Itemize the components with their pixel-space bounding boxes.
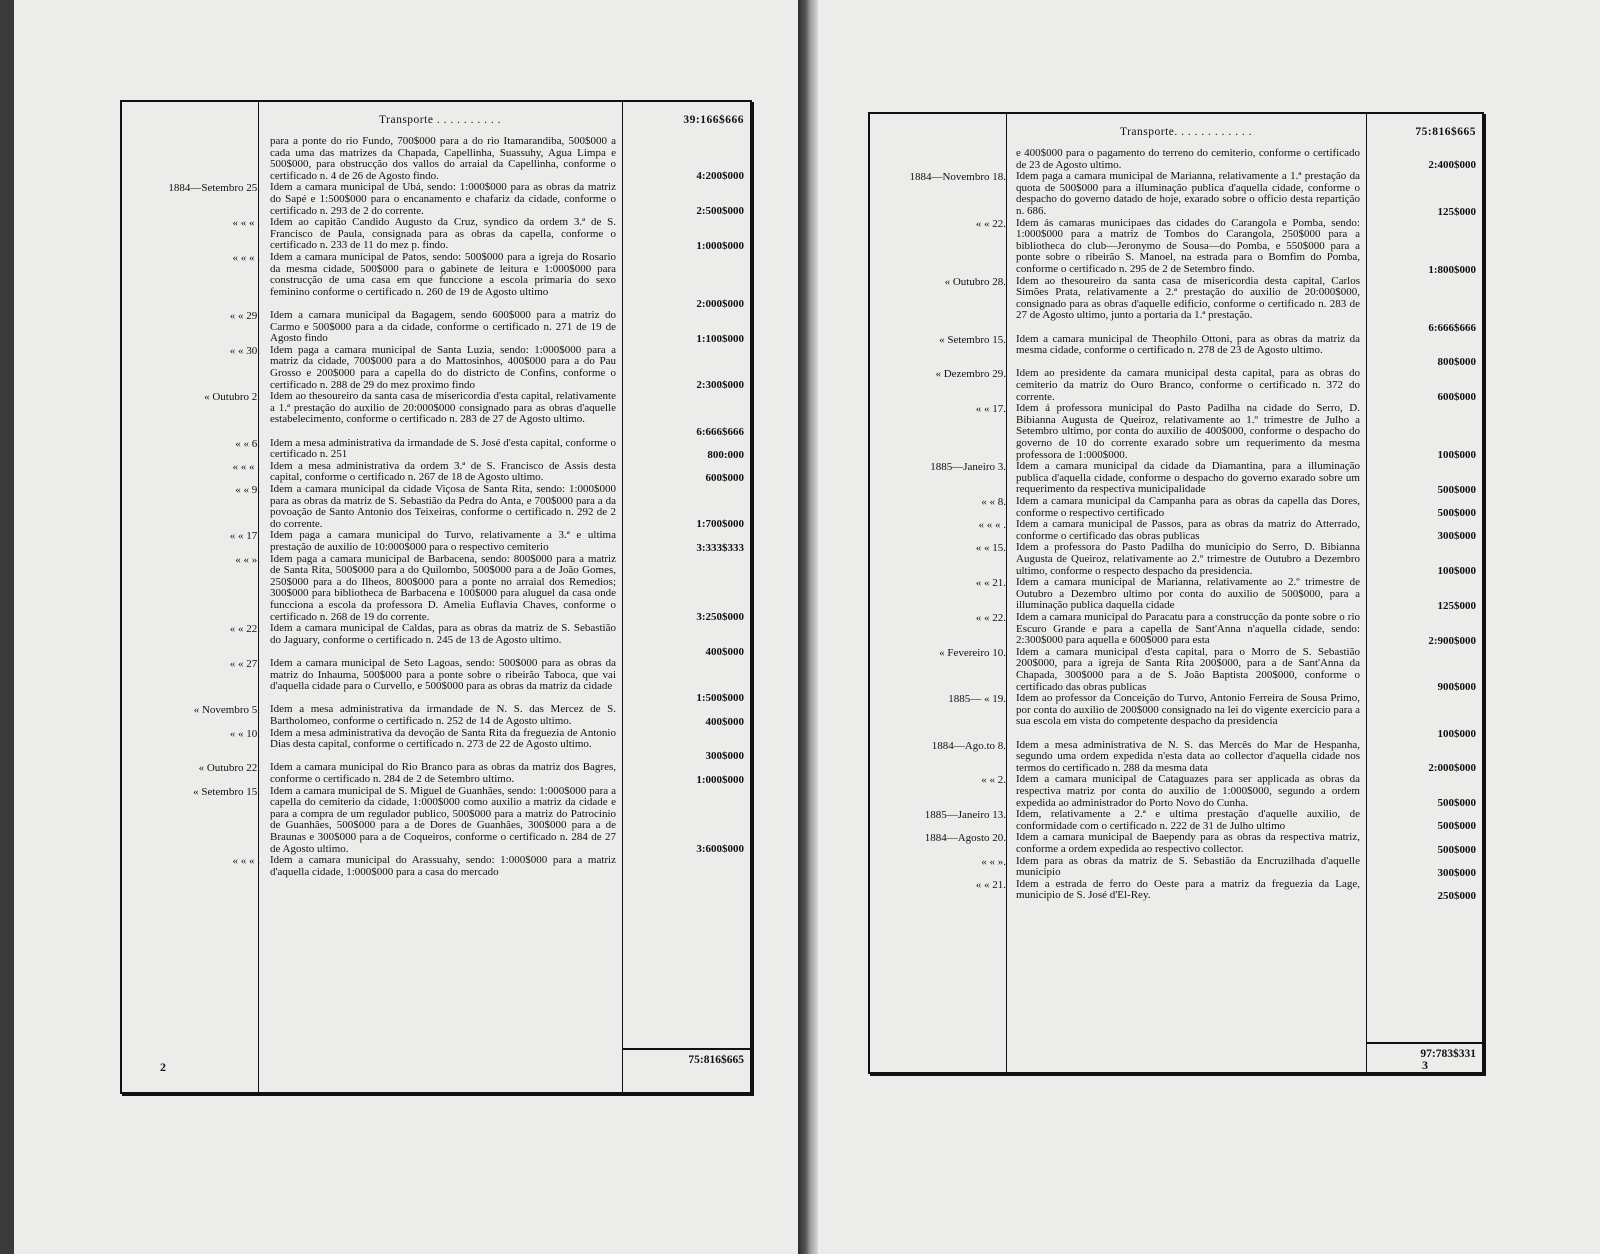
entry-date: « Fevereiro 10. [939,646,1006,659]
entry-date: « « 17. [975,403,1006,416]
entry-description: Idem ao capitão Candido Augusto da Cruz, syndico da ordem 3.ª de S. Francisco de Paula, consignada para as obras da capella, conforme o certificado n. 233 de 11 do mez p. findo. [270,216,616,252]
entry-date: 1885— « 19. [948,693,1006,706]
entry-amount: 100$000 [1437,565,1476,578]
entry-description: Idem paga a camara municipal do Turvo, relativamente a 3.ª e ultima prestação de auxilio de 10:000$000 para o respectivo cemiterio [270,529,616,553]
entry-description: Idem ao thesoureiro da santa casa de misericordia d'esta capital, relativamente a 1.ª prestação do auxilio de 20:000$000 consignado para as obras d'aquelle estabelecimento, conforme o certificado n. 283 de 27 de Agosto ultimo. [270,390,616,426]
entry-date: 1885—Janeiro 3. [930,461,1006,474]
entry-amount: 2:000$000 [696,298,744,310]
entry-description: e 400$000 para o pagamento do terreno do cemiterio, conforme o certificado de 23 de Agosto ultimo. [1016,147,1360,171]
entry-amount: 1:800$000 [1428,263,1476,276]
entry-amount: 3:600$000 [696,843,744,856]
left-page [0,0,798,1254]
entry-date: « « 21. [975,878,1006,891]
entry-date: « « « . [232,252,260,264]
entry-date: « Outubro 28. [944,275,1006,288]
left-ledger-table [120,100,752,1094]
entry-amount: 6:666$666 [696,425,744,438]
entry-description: Idem a camara municipal do Arassuahy, sendo: 1:000$000 para a matriz d'aquella cidade, 1:000$000 para a casa do mercado [270,854,616,878]
entry-description: Idem a camara municipal de Theophilo Ottoni, para as obras da matriz da mesma cidade, conforme o certificado n. 278 de 23 de Agosto ultimo. [1016,332,1360,357]
date-column-separator [1006,114,1007,1072]
entry-description: Idem, relativamente a 2.ª e ultima prestação d'aquelle auxilio, de conformidade com o certificado n. 222 de 31 de Julho ultimo [1016,808,1360,832]
entry-date: « « 17. [229,530,260,543]
entry-date: « Outubro 22. [198,762,260,775]
entry-date: « « 22. [975,217,1006,230]
value-column-separator [1366,114,1367,1072]
total-rule [622,1048,750,1050]
entry-amount: 2:300$000 [696,379,744,392]
entry-date: 1884—Novembro 18. [909,171,1006,184]
entry-amount: 500$000 [1437,797,1476,810]
entry-date: « « « . [232,460,260,473]
entry-description: Idem a camara municipal de Seto Lagoas, sendo: 500$000 para as obras da matriz do Inhauma, 500$000 para a ponte sobre o ribeirão Taboca, que vai d'aquella cidade para o Curvello, e 500$000 para as obras da matriz da cidade [270,657,616,693]
entry-description: Idem para as obras da matriz de S. Sebastião da Encruzilhada d'aquelle municipio [1016,854,1360,879]
entry-date: « « 30. [229,344,260,357]
entry-description: Idem a mesa administrativa da ordem 3.ª de S. Francisco de Assis desta capital, conforme o certificado n. 267 de 18 de Agosto ultimo. [270,459,616,484]
entry-description: Idem a camara municipal de Baependy para as obras da respectiva matriz, conforme a ordem expedida ao respectivo collector. [1016,831,1360,855]
entry-amount: 1:000$000 [696,240,744,252]
transport-value: 75:816$665 [1415,126,1476,138]
entry-date: 1884—Agosto 20. [924,832,1006,845]
entry-date: « Novembro 5. [193,704,260,717]
entry-amount: 2:000$000 [1428,762,1476,775]
entry-date: 1884—Ago.to 8. [931,739,1006,752]
transport-label: Transporte. . . . . . . . . . . . [1119,126,1253,138]
entry-date: « Dezembro 29. [935,368,1006,381]
entry-amount: 900$000 [1437,681,1476,694]
transport-value: 39:166$666 [683,114,744,126]
entry-description: Idem a camara municipal da cidade da Diamantina, para a illuminação publica d'aquella cidade, conforme o despacho do governo exarado sobre um requerimento da respectiva municipalidade [1016,460,1360,496]
entry-amount: 100$000 [1437,727,1476,740]
entry-amount: 600$000 [1437,391,1476,404]
entry-date: « « 27. [229,658,260,670]
entry-description: Idem ao thesoureiro da santa casa de misericordia desta capital, Carlos Simões Prata, relativamente a 2.ª prestação do auxilio de 20:000$000, consignado para as obras d'aquelle edificio, conforme o certificado n. 283 de 27 de Agosto ultimo, junto a portaria da 1.ª prestação. [1016,274,1360,322]
entry-description: Idem paga a camara municipal de Marianna, relativamente a 1.ª prestação da quota de 500$000 para a illuminação publica d'aquella cidade, conforme o despacho do governo datado de hoje, exarado sobre o officio desta repartição n. 686. [1016,170,1360,217]
entry-amount: 2:400$000 [1428,159,1476,172]
page-total: 75:816$665 [688,1054,744,1066]
entry-description: para a ponte do rio Fundo, 700$000 para a do rio Itamarandiba, 500$000 a cada uma das matrizes da Chapada, Capellinha, Suassuhy, Agua Limpa e 500$000, para obstrucção dos vallos do arraial da Capellinha, conforme o certificado n. 4 de 26 de Agosto findo. [270,135,616,182]
entry-date: « Outubro 2. [204,391,260,404]
entry-description: Idem a camara municipal d'esta capital, para o Morro de S. Sebastião 200$000, para a igreja de Santa Rita 200$000, para a de Sant'Anna da Chapada, 300$000 para a de S. João Baptista 200$000, conforme o certificado das obras publicas [1016,645,1360,693]
entry-description: Idem a camara municipal de Passos, para as obras da matriz do Atterrado, conforme o certificado das obras publicas [1016,518,1360,542]
entry-description: Idem a camara municipal da cidade Viçosa de Santa Rita, sendo: 1:000$000 para as obras da matriz de S. Sebastião da Pedra do Anta, e 700$000 para a da povoação de Santo Antonio dos Teixeiras, conforme o certificado n. 292 de 2 do corrente. [270,483,616,530]
entry-date: « « 15. [975,542,1006,555]
entry-amount: 300$000 [1437,530,1476,543]
entry-amount: 500$000 [1437,820,1476,833]
entry-amount: 3:250$000 [696,611,744,624]
entry-description: Idem paga a camara municipal de Barbacena, sendo: 800$000 para a matriz de Santa Rita, 500$000 para a do Quilombo, 500$000 para a de João Gomes, 250$000 para a do Ilheos, 800$000 para a ponte no arraial dos Remedios; 300$000 para bibliotheca de Barbacena e 100$000 para aluguel da casa onde funcciona a escola da professora D. Amelia Euflavia Chaves, conforme o certificado n. 268 de 19 do corrente. [270,552,616,623]
right-ledger-table [868,112,1484,1074]
entry-description: Idem a mesa administrativa da irmandade de N. S. das Mercez de S. Bartholomeo, conforme o certificado n. 252 de 14 de Agosto ultimo. [270,703,616,727]
entry-amount: 1:000$000 [696,773,744,786]
entry-amount: 300$000 [705,750,744,763]
book-gutter [798,0,818,1254]
entry-date: « « « . [232,855,260,868]
date-column-separator [258,102,259,1092]
entry-description: Idem a mesa administrativa da irmandade de S. José d'esta capital, conforme o certificado n. 251 [270,436,616,461]
entry-description: Idem ás camaras municipaes das cidades do Carangola e Pomba, sendo: 1:000$000 para a matriz de Tombos do Carangola, 250$000 para a bibliotheca do club—Jeronymo de Sousa—do Pomba, e 550$000 para a ponte sobre o ribeirão S. Manoel, na estrada para o Bomfim do Pomba, conforme o certificado n. 295 de 2 de Setembro findo. [1016,216,1360,275]
total-rule [1366,1042,1482,1044]
entry-amount: 1:100$000 [696,332,744,345]
page-number: 2 [160,1060,166,1074]
entry-amount: 100$000 [1437,449,1476,462]
entry-amount: 125$000 [1437,205,1476,218]
value-column-separator [622,102,623,1092]
entry-amount: 500$000 [1437,507,1476,520]
entry-amount: 2:900$000 [1428,634,1476,647]
entry-date: « « ». [981,855,1006,868]
entry-date: « « 10. [229,727,260,740]
entry-description: Idem a camara municipal de Caldas, para as obras da matriz de S. Sebastião do Jaguary, conforme o certificado n. 245 de 13 de Agosto ultimo. [270,622,616,646]
entry-amount: 600$000 [705,472,744,484]
entry-amount: 1:500$000 [696,692,744,705]
entry-date: « « 22. [229,623,260,636]
entry-description: Idem a camara municipal de S. Miguel de Guanhães, sendo: 1:000$000 para a capella do cemiterio da cidade, 1:000$000 como auxilio a matriz da cidade e para a compra de um regulador publico, 500$000 para a matriz do Patrocinio de Guanhães, 500$000 para a de Dores de Guanhães, 300$000 para a de Braunas e 300$000 para a de Coqueiros, conforme o certificado n. 284 de 27 de Agosto ultimo. [270,784,616,855]
transport-label: Transporte . . . . . . . . . . [379,114,501,126]
entry-description: Idem a camara municipal de Marianna, relativamente ao 2.º trimestre de Outubro a Dezembro ultimo por conta do auxilio de 500$000, para a illuminação publica daquella cidade [1016,576,1360,612]
entry-amount: 6:666$666 [1428,321,1476,334]
entry-description: Idem a camara municipal de Patos, sendo: 500$000 para a igreja do Rosario da mesma cidade, 500$000 para o gabinete de leitura e 1:000$000 para construcção de uma casa em que funccione a escola primaria do sexo feminino conforme o certificado n. 260 de 19 de Agosto ultimo [270,251,616,298]
entry-amount: 1:700$000 [696,518,744,531]
entry-amount: 3:333$333 [696,541,744,554]
entry-date: « « 9. [235,484,260,496]
entry-date: « « « . [978,519,1006,532]
entry-description: Idem paga a camara municipal de Santa Luzia, sendo: 1:000$000 para a matriz da cidade, 700$000 para a do Mattosinhos, 400$000 para a do Pau Grosso e 200$000 para a capella do do districto de Confins, conforme o certificado n. 288 de 29 do mez proximo findo [270,343,616,391]
page-total: 97:783$331 [1420,1048,1476,1060]
entry-amount: 250$000 [1437,890,1476,902]
entry-description: Idem a camara municipal de Ubá, sendo: 1:000$000 para as obras da matriz do Sapé e 1:500$000 para o encanamento e chafariz da cidade, conforme o certificado n. 293 de 2 do corrente. [270,181,616,217]
entry-amount: 500$000 [1437,484,1476,496]
entry-date: « Setembro 15. [939,333,1006,346]
page-number: 3 [1422,1058,1428,1072]
entry-date: « « 2. [981,774,1006,787]
entry-description: Idem a mesa administrativa da devoção de Santa Rita da freguezia de Antonio Dias desta capital, conforme o certificado n. 273 de 22 de Agosto ultimo. [270,726,616,751]
entry-amount: 800:000 [707,448,744,461]
entry-date: « « 8. [981,496,1006,508]
entry-date: « « 22. [975,612,1006,624]
entry-date: « Setembro 15. [193,785,260,798]
entry-description: Idem a mesa administrativa de N. S. das Mercês do Mar de Hespanha, segundo uma ordem expedida n'esta data ao collector d'aquella cidade nos termos do certificado n. 288 da mesma data [1016,738,1360,774]
entry-amount: 400$000 [705,646,744,658]
entry-date: « « « . [232,217,260,230]
entry-amount: 400$000 [705,715,744,728]
entry-amount: 2:500$000 [696,205,744,218]
entry-date: « « 6. [235,437,260,450]
entry-description: Idem ao presidente da camara municipal desta capital, para as obras do cemiterio da matriz do Ouro Branco, conforme o certificado n. 372 do corrente. [1016,367,1360,403]
right-page [818,0,1600,1254]
entry-date: « « 29. [229,310,260,322]
entry-amount: 4:200$000 [696,170,744,183]
entry-description: Idem ao professor da Conceição do Turvo, Antonio Ferreira de Sousa Primo, por conta do auxilio de 200$000 consignado na lei do vigente exercicio para a sua escola em vista do competente despacho da presidencia [1016,692,1360,728]
entry-date: 1884—Setembro 25. [168,182,260,195]
entry-description: Idem a camara municipal da Bagagem, sendo 600$000 para a matriz do Carmo e 500$000 para a da cidade, conforme o certificado n. 271 de 19 de Agosto findo [270,309,616,345]
entry-description: Idem á professora municipal do Pasto Padilha na cidade do Serro, D. Bibianna Augusta de Queiroz, relativamente ao 1.º trimestre de Julho a Setembro ultimo, por conta do auxilio de 400$000, conforme o despacho do governo de 10 do corrente exarado sobre um requerimento da mesma professora de 1:000$000. [1016,402,1360,461]
entry-date: 1885—Janeiro 13. [924,809,1006,822]
entry-description: Idem a professora do Pasto Padilha do municipio do Serro, D. Bibianna Augusta de Queiroz, relativamente ao 2.º trimestre de Outubro a Dezembro ultimo, conforme o respecto despacho da presidencia. [1016,541,1360,577]
entry-description: Idem a camara municipal de Cataguazes para ser applicada as obras da respectiva matriz por conta do auxilio de 1:000$000, segundo a ordem expedida ao administrador do Porto Novo do Cunha. [1016,773,1360,809]
entry-amount: 125$000 [1437,600,1476,612]
entry-amount: 300$000 [1437,866,1476,879]
entry-description: Idem a camara municipal do Paracatu para a construcção da ponte sobre o rio Escuro Grande e para a capella de Sant'Anna n'aquella cidade, sendo: 2:300$000 para aquella e 600$000 para esta [1016,611,1360,647]
entry-description: Idem a estrada de ferro do Oeste para a matriz da freguezia da Lage, municipio de S. José d'El-Rey. [1016,877,1360,902]
entry-date: « « ». [235,553,260,566]
entry-amount: 500$000 [1437,843,1476,856]
entry-description: Idem a camara municipal do Rio Branco para as obras da matriz dos Bagres, conforme o certificado n. 284 de 2 de Setembro ultimo. [270,761,616,785]
entry-date: « « 21. [975,577,1006,590]
entry-description: Idem a camara municipal da Campanha para as obras da capella das Dores, conforme o respectivo certificado [1016,495,1360,519]
entry-amount: 800$000 [1437,356,1476,369]
